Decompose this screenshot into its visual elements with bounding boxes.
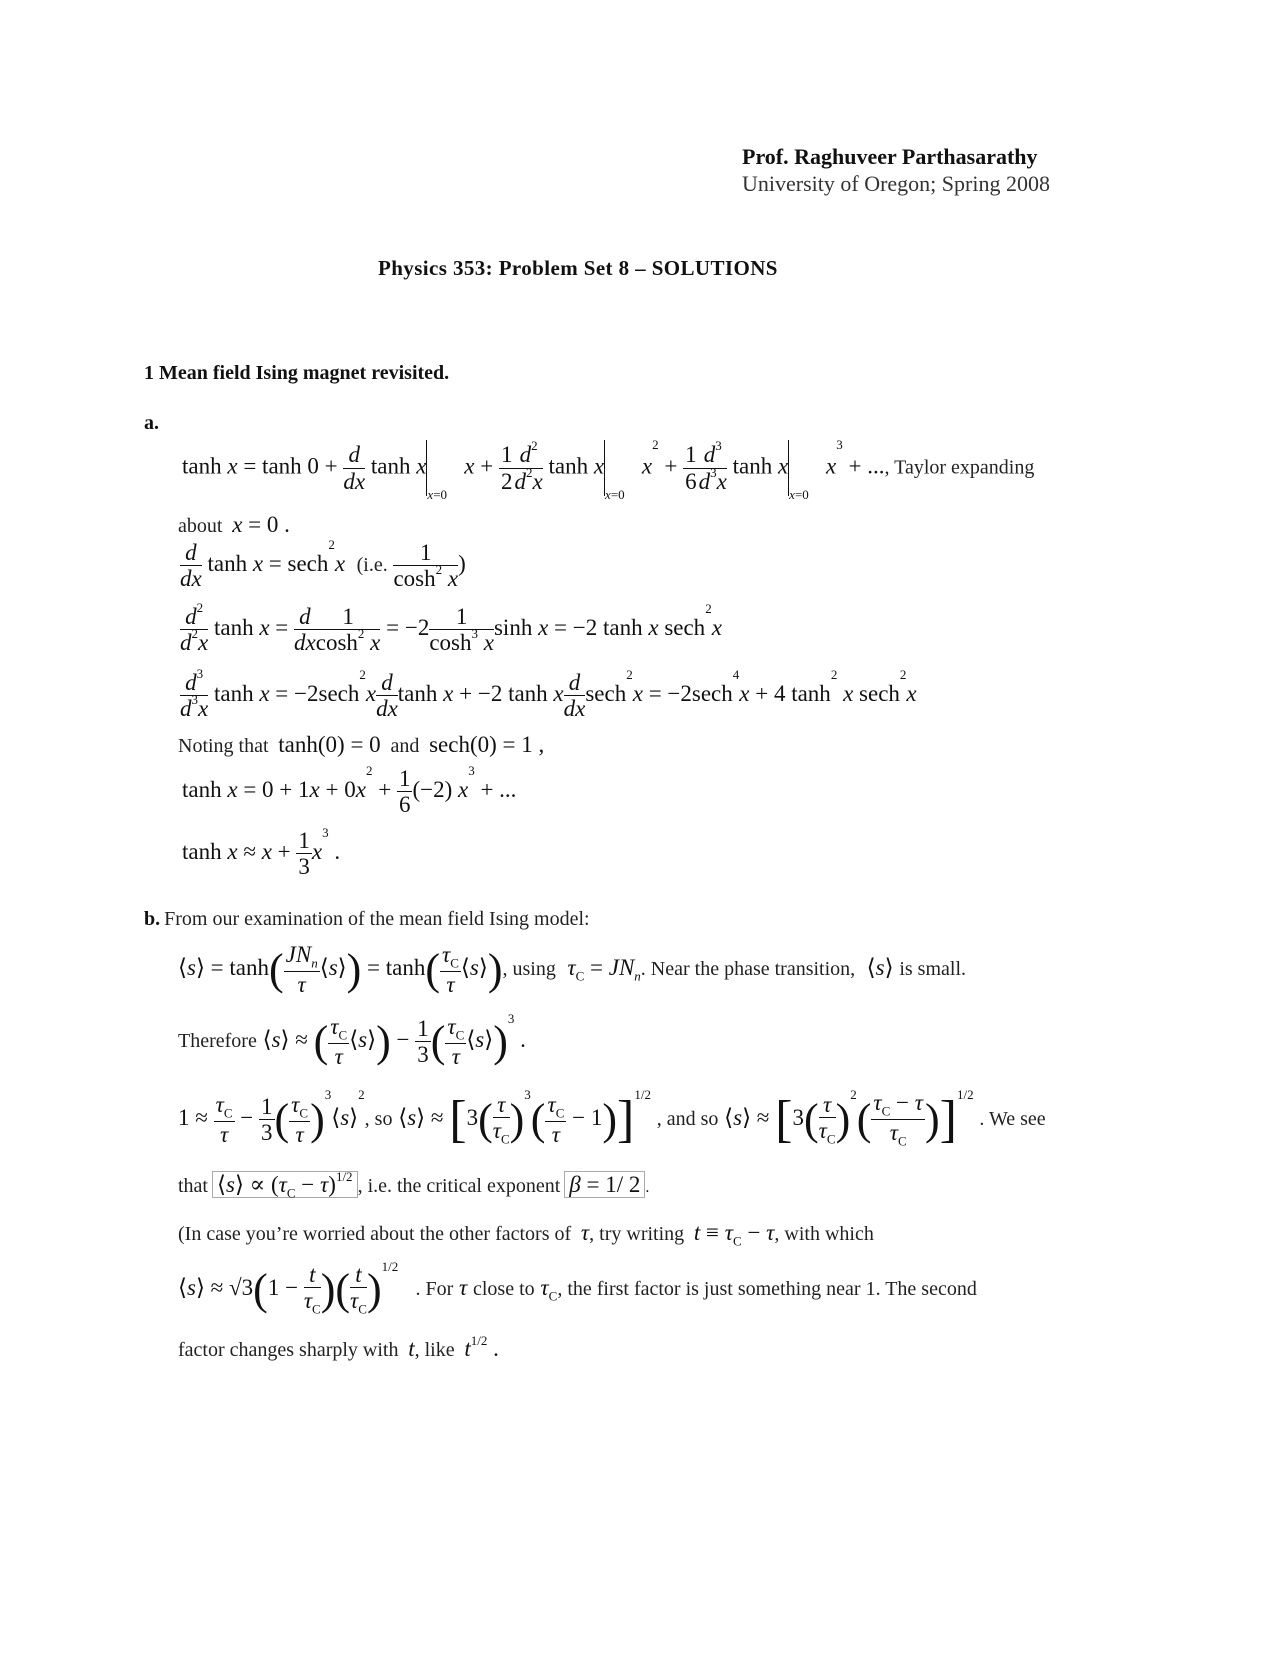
- critical-exponent-line: that ⟨s⟩ ∝ $(\tau_C - \tau)^{1/2}$ , i.e. the critical exponent β = 1/ 2 .: [178, 1169, 650, 1201]
- equation-series: $\tanh x = 0 + 1x + 0x^2$ + $\frac{1}{6}$ (−2) $x^3$ + ...: [182, 763, 517, 818]
- page-title: Physics 353: Problem Set 8 – SOLUTIONS: [378, 256, 778, 280]
- equation-mean-field: ⟨s⟩ = tanh( $\frac{JN_n}{\tau}$ ⟨s⟩) = tanh( $\frac{\tau_C}{\tau}$ ⟨s⟩), using $\tau_C = JN_n$. Near the phase transition, ⟨s⟩ is small.: [178, 942, 967, 997]
- equation-t-form: ⟨s⟩ ≈ √3(1 − $\frac{t}{\tau_C}$ )( $\frac{t}{\tau_C}$ )$^{1/2}$ . For τ close to $\tau_C$, the first factor is just something near 1. The second: [178, 1259, 977, 1317]
- therefore-text: Therefore: [178, 1029, 257, 1052]
- part-b-intro: From our examination of the mean field Ising model:: [164, 908, 590, 930]
- in-case-line: (In case you’re worried about the other factors of τ, try writing $t \equiv \tau_C - \tau$, with which: [178, 1220, 874, 1249]
- part-b-intro-line: [144, 908, 590, 931]
- first-factor-text: , the first factor is just something near 1. The second: [557, 1277, 977, 1300]
- equation-first-derivative: $\frac{d}{dx}$ tanh x = sech$^2$x (i.e. $\frac{1}{\cosh^2 x}$ ): [180, 537, 466, 592]
- noting-line: Noting that tanh(0) = 0 and sech(0) = 1 ,: [178, 732, 545, 757]
- author-name: Prof. Raghuveer Parthasarathy: [742, 144, 1038, 169]
- taylor-note: , Taylor expanding: [884, 456, 1035, 479]
- part-a-label: a.: [144, 412, 159, 434]
- equation-taylor-expansion: tanh x = tanh 0 + $\frac{d}{dx}$ $\tanh x_{x=0}$ x + $\frac{1}{2}$ $\frac{d^2}{d^2x}$ $\tanh x_{x=0}$ $x^2$ + $\frac{1}{6}$ $\frac{d^3}{d^3x}$ $\tanh x_{x=0}$ $x^3$ + ..., Taylor expanding: [182, 437, 1035, 503]
- about-line: about x = 0 .: [178, 512, 290, 537]
- problem-heading: 1 Mean field Ising magnet revisited.: [144, 362, 450, 384]
- ie-critical-text: , i.e. the critical exponent: [357, 1175, 561, 1197]
- close-to-text: close to: [473, 1277, 535, 1300]
- like-text: , like: [414, 1339, 455, 1361]
- and-text: and: [390, 735, 420, 757]
- ie-text: (i.e.: [356, 554, 388, 577]
- equation-solution-s: 1 ≈ $\frac{\tau_C}{\tau}$ − $\frac{1}{3}$ ( $\frac{\tau_C}{\tau}$ )$^3$⟨s⟩$^2$, so ⟨s⟩ ≈ [3( $\frac{\tau}{\tau_C}$ )$^3$( $\frac{\tau_C}{\tau}$ − 1)]$^{1/2}$ , and so ⟨s⟩ ≈ [3( $\frac{\tau}{\tau_C}$ )$^2$( $\frac{\tau_C - \tau}{\tau_C}$ )]$^{1/2}$ . We see: [178, 1087, 1046, 1149]
- that-text: that: [178, 1175, 208, 1197]
- noting-text: Noting that: [178, 735, 269, 757]
- try-writing-text: , try writing: [589, 1223, 685, 1245]
- near-transition-text: . Near the phase transition,: [640, 957, 856, 980]
- equation-second-derivative: $\frac{d^2}{d^2x}$ tanh x = $\frac{d}{dx}$ $\frac{1}{\cosh^2 x}$ = −2 $\frac{1}{\cosh^3 x}$ sinh x = −2 tanh x sech$^2$x: [180, 600, 722, 656]
- factor-changes-text: factor changes sharply with: [178, 1339, 399, 1361]
- for-text: . For: [415, 1277, 454, 1300]
- factor-changes-line: factor changes sharply with t, like $t^{1/2}$ .: [178, 1333, 499, 1361]
- so-text: , so: [364, 1107, 393, 1130]
- we-see-text: . We see: [979, 1107, 1046, 1130]
- equation-third-derivative: $\frac{d^3}{d^3x}$ tanh x = −2sech$^2$x $\frac{d}{dx}$ tanh x + −2 tanh x $\frac{d}{dx}$ sech$^2$x = −2sech$^4$x + 4 $\tanh^2 x$ sech$^2$x: [180, 666, 917, 722]
- about-text: about: [178, 515, 223, 537]
- equation-therefore: Therefore ⟨s⟩ ≈ ( $\frac{\tau_C}{\tau}$ ⟨s⟩) − $\frac{1}{3}$ ( $\frac{\tau_C}{\tau}$ ⟨s⟩)$^3$ .: [178, 1011, 526, 1069]
- in-case-text: (In case you’re worried about the other factors of: [178, 1223, 572, 1245]
- using-text: , using: [502, 957, 556, 980]
- affiliation: University of Oregon; Spring 2008: [742, 171, 1050, 196]
- and-so-text: , and so: [656, 1107, 719, 1130]
- equation-approximation: tanh x ≈ x + $\frac{1}{3}$ $x^3$ .: [182, 825, 341, 880]
- part-b-label: b.: [144, 908, 161, 930]
- is-small-text: is small.: [899, 957, 967, 980]
- with-which-text: , with which: [774, 1223, 874, 1245]
